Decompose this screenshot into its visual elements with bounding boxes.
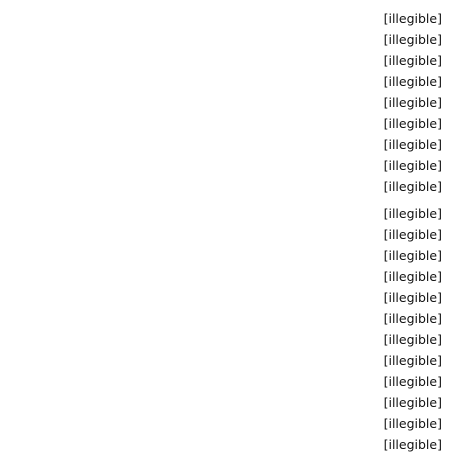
text-line: [illegible] — [383, 206, 442, 221]
text-line: [illegible] — [383, 290, 442, 305]
text-line: [illegible] — [383, 116, 442, 131]
text-line: [illegible] — [383, 353, 442, 368]
text-line: [illegible] — [383, 332, 442, 347]
text-line: [illegible] — [383, 95, 442, 110]
text-line: [illegible] — [383, 269, 442, 284]
text-line: [illegible] — [383, 32, 442, 47]
text-line: [illegible] — [383, 227, 442, 242]
text-line: [illegible] — [383, 311, 442, 326]
text-line: [illegible] — [383, 53, 442, 68]
text-line: [illegible] — [383, 437, 442, 452]
paragraph-1 — [8, 8, 442, 197]
text-line: [illegible] — [383, 137, 442, 152]
text-line: [illegible] — [383, 395, 442, 410]
text-line: [illegible] — [383, 416, 442, 431]
text-line: [illegible] — [383, 374, 442, 389]
text-line: [illegible] — [383, 11, 442, 26]
text-line: [illegible] — [383, 158, 442, 173]
text-line: [illegible] — [383, 74, 442, 89]
text-line: [illegible] — [383, 248, 442, 263]
text-line: [illegible] — [383, 179, 442, 194]
paragraph-2 — [8, 203, 442, 455]
